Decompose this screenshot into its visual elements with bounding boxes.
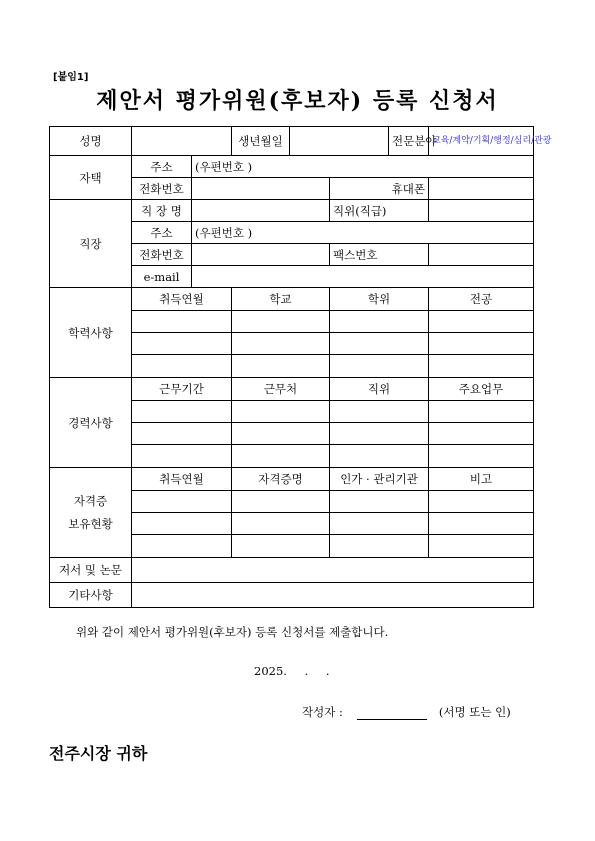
fax-cell[interactable] [429,244,534,266]
license-cell[interactable] [132,535,232,558]
email-label: e-mail [132,266,192,288]
home-label: 자택 [50,156,132,200]
license-cell[interactable] [132,513,232,535]
career-header: 근무처 [232,378,330,401]
email-cell[interactable] [192,266,534,288]
mobile-cell[interactable] [429,178,534,200]
addressee: 전주시장 귀하 [49,744,148,763]
signature-line[interactable] [357,707,427,720]
attachment-label: [붙임1] [53,72,89,83]
license-cell[interactable] [429,491,534,513]
career-header: 직위 [330,378,429,401]
sign-hint: (서명 또는 인) [438,705,511,719]
submission-date: 2025. . . [254,664,330,678]
license-cell[interactable] [429,535,534,558]
writer-label: 작성자 : [302,705,343,719]
application-form-table [49,126,552,608]
education-cell[interactable] [429,355,534,378]
license-label-line1: 자격증 [73,493,108,508]
field-label: 전문분야 [389,127,429,156]
license-cell[interactable] [232,535,330,558]
career-cell[interactable] [330,445,429,468]
home-address-label: 주소 [132,156,192,178]
education-label: 학력사항 [50,288,132,378]
education-cell[interactable] [232,333,330,355]
license-cell[interactable] [132,491,232,513]
career-label: 경력사항 [50,378,132,468]
education-header: 취득연월 [132,288,232,311]
birth-value-cell[interactable] [290,127,389,156]
career-header: 주요업무 [429,378,534,401]
education-cell[interactable] [132,333,232,355]
work-address-label: 주소 [132,222,192,244]
position-cell[interactable] [429,200,534,222]
home-phone-cell[interactable] [192,178,330,200]
license-header: 취득연월 [132,468,232,491]
career-cell[interactable] [232,423,330,445]
education-header: 학교 [232,288,330,311]
declaration-text: 위와 같이 제안서 평가위원(후보자) 등록 신청서를 제출합니다. [76,625,389,639]
work-phone-label: 전화번호 [132,244,192,266]
career-cell[interactable] [330,423,429,445]
education-cell[interactable] [330,333,429,355]
position-label: 직위(직급) [330,200,429,222]
license-cell[interactable] [429,513,534,535]
education-cell[interactable] [232,311,330,333]
career-cell[interactable] [232,445,330,468]
workplace-label: 직장 [50,200,132,288]
fax-label: 팩스번호 [330,244,429,266]
career-cell[interactable] [132,445,232,468]
name-value-cell[interactable] [132,127,232,156]
form-title: 제안서 평가위원(후보자) 등록 신청서 [96,88,499,114]
company-cell[interactable] [192,200,330,222]
license-cell[interactable] [232,513,330,535]
home-phone-label: 전화번호 [132,178,192,200]
writer-signature-row [302,704,511,720]
birth-label: 생년월일 [232,127,290,156]
license-header: 비고 [429,468,534,491]
license-cell[interactable] [330,491,429,513]
education-cell[interactable] [232,355,330,378]
others-label: 기타사항 [50,583,132,608]
license-header: 인가 · 관리기관 [330,468,429,491]
home-postal-field[interactable]: (우편번호 ) [192,156,534,178]
career-cell[interactable] [232,401,330,423]
others-cell[interactable] [132,583,534,608]
mobile-label: 휴대폰 [330,178,429,200]
license-header: 자격증명 [232,468,330,491]
education-cell[interactable] [429,333,534,355]
career-header: 근무기간 [132,378,232,401]
license-cell[interactable] [232,491,330,513]
education-cell[interactable] [132,355,232,378]
company-label: 직 장 명 [132,200,192,222]
publications-cell[interactable] [132,558,534,583]
publications-label: 저서 및 논문 [50,558,132,583]
license-label [50,468,132,558]
education-header: 전공 [429,288,534,311]
career-cell[interactable] [429,445,534,468]
education-cell[interactable] [330,311,429,333]
work-postal-field[interactable]: (우편번호 ) [192,222,534,244]
license-label-line2: 보유현황 [68,516,113,531]
career-cell[interactable] [429,401,534,423]
education-cell[interactable] [132,311,232,333]
work-phone-cell[interactable] [192,244,330,266]
career-cell[interactable] [132,401,232,423]
education-cell[interactable] [429,311,534,333]
name-label: 성명 [50,127,132,156]
career-cell[interactable] [132,423,232,445]
license-cell[interactable] [330,513,429,535]
career-cell[interactable] [330,401,429,423]
license-cell[interactable] [330,535,429,558]
career-cell[interactable] [429,423,534,445]
education-header: 학위 [330,288,429,311]
education-cell[interactable] [330,355,429,378]
field-value: 교육/계약/기획/행정/심리/관광 [429,127,534,156]
